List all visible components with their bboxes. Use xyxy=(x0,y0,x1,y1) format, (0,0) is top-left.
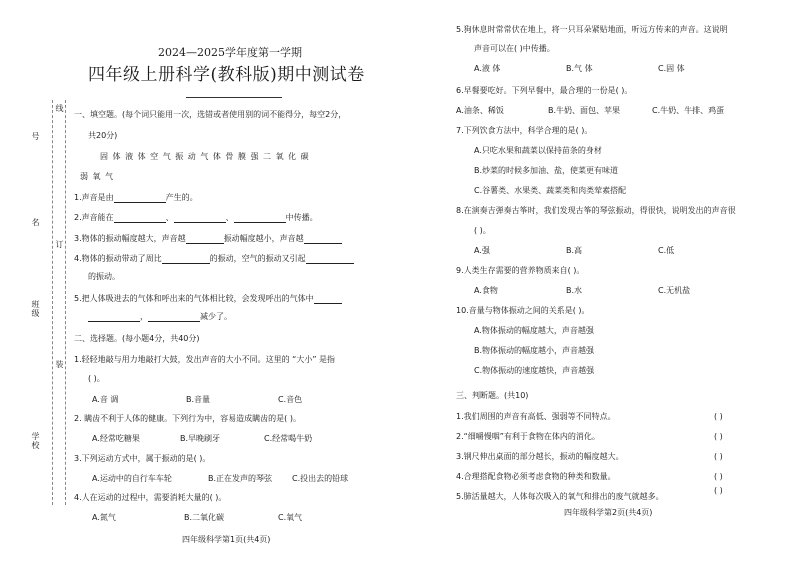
binding-mark-line: 线 xyxy=(55,104,64,113)
judge-q3: 3.钢尺伸出桌面的部分越长，振动的幅度越大。 xyxy=(456,452,624,461)
choice-q1: 1.轻轻地敲与用力地敲打大鼓，发出声音的大小不同。这里的 “大小” 是指 xyxy=(74,355,336,364)
binding-label-school: 学校 xyxy=(31,432,40,450)
choice-q4: 4.人在运动的过程中，需要消耗大量的( )。 xyxy=(74,493,227,502)
judge-q1: 1.我们周围的声音有高低、强弱等不同特点。 xyxy=(456,412,616,421)
choice-q5-option-c: C.固 体 xyxy=(658,64,685,73)
choice-q8: 8.在演奏吉弹奏古筝时，我们发现古筝的琴弦振动，得很快，说明发出的声音很 xyxy=(456,206,736,215)
binding-mark-zhuang: 装 xyxy=(55,360,64,369)
choice-q9: 9.人类生存需要的营养物质来自( )。 xyxy=(456,266,585,275)
judge-q5-answer[interactable]: ( ) xyxy=(714,486,723,495)
choice-q5: 5.狗休息时常常伏在地上，将一只耳朵紧贴地面，听远方传来的声音。这说明 xyxy=(456,25,728,34)
title-underline xyxy=(186,97,282,98)
page1-footer: 四年级科学第1页(共4页) xyxy=(182,535,271,544)
choice-q1-option-a: A.音 调 xyxy=(92,395,119,404)
choice-q6-option-c: C.牛奶、牛排、鸡蛋 xyxy=(652,106,725,115)
choice-q7-option-b: B.炒菜的时候多加油、盐，使菜更有味道 xyxy=(474,166,619,175)
choice-q2-option-c: C.经常喝牛奶 xyxy=(264,434,313,443)
judge-q1-answer[interactable]: ( ) xyxy=(714,412,723,421)
choice-q1-option-c: C.音色 xyxy=(278,395,303,404)
section3-title: 三、判断题。(共10) xyxy=(456,391,529,400)
section1-title-cont: 共20分) xyxy=(88,131,118,140)
choice-q2-option-b: B.早晚刷牙 xyxy=(180,434,221,443)
choice-q7-option-c: C.谷薯类、水果类、蔬菜类和肉类荤素搭配 xyxy=(474,186,627,195)
choice-q10-option-b: B.物体振动的幅度越小，声音越强 xyxy=(474,346,595,355)
choice-q4-option-c: C.氧气 xyxy=(278,513,303,522)
fill-q5-cont: ， 减少了。 xyxy=(88,312,232,322)
binding-line-outer xyxy=(52,100,53,505)
choice-q10-option-c: C.物体振动的速度越快，声音越强 xyxy=(474,366,595,375)
choice-q8-option-c: C.低 xyxy=(658,246,675,255)
fill-q5: 5.把人体吸进去的气体和呼出来的气体相比较，会发现呼出的气体中 xyxy=(74,294,342,304)
choice-q5-option-a: A.液 体 xyxy=(474,64,501,73)
fill-q1: 1.声音是由 产生的。 xyxy=(74,193,198,202)
choice-q1-paren: ( )。 xyxy=(88,374,105,383)
choice-q6-option-b: B.牛奶、面包、苹果 xyxy=(548,106,621,115)
choice-q7: 7.下列饮食方法中，科学合理的是( )。 xyxy=(456,126,593,135)
judge-q2-answer[interactable]: ( ) xyxy=(714,432,723,441)
choice-q6-option-a: A.油条、稀饭 xyxy=(456,106,504,115)
section1-title: 一、填空题。(每个词只能用一次，选错或者使用别的词不能得分，每空2分， xyxy=(74,110,347,119)
choice-q9-option-a: A.食物 xyxy=(474,286,498,295)
binding-mark-ding: 订 xyxy=(55,240,64,249)
choice-q8-cont: ( )。 xyxy=(474,226,491,235)
choice-q3-option-c: C.投出去的铅球 xyxy=(292,474,349,483)
choice-q5-cont: 声音可以在( )中传播。 xyxy=(474,44,555,53)
page2-footer: 四年级科学第2页(共4页) xyxy=(564,508,653,517)
choice-q4-option-b: B.二氧化碳 xyxy=(184,513,225,522)
choice-q3: 3.下列运动方式中，属于振动的是( )。 xyxy=(74,454,211,463)
choice-q2: 2. 瞒齿不利于人体的健康。下列行为中，容易造成瞒齿的是( )。 xyxy=(74,414,301,423)
judge-q3-answer[interactable]: ( ) xyxy=(714,452,723,461)
word-bank: 固 体 液 体 空 气 振 动 气 体 骨 膜 强 二 氧 化 碳 xyxy=(100,152,310,161)
fill-q4: 4.物体的振动带动了周比 的振动，空气的振动又引起 xyxy=(74,254,354,264)
choice-q2-option-a: A.经常吃糖果 xyxy=(92,434,140,443)
choice-q4-option-a: A.氮气 xyxy=(92,513,116,522)
judge-q5: 5.肺活量越大，人体每次吸入的氧气和排出的废气就越多。 xyxy=(456,492,664,501)
choice-q1-option-b: B.音量 xyxy=(186,395,211,404)
choice-q10-option-a: A.物体振动的幅度越大，声音越强 xyxy=(474,326,594,335)
choice-q9-option-b: B.水 xyxy=(566,286,583,295)
judge-q4-answer[interactable]: ( ) xyxy=(714,472,723,481)
fill-q2: 2.声音能在 、 、 中传播。 xyxy=(74,213,318,222)
fill-q4-cont: 的振动。 xyxy=(88,272,120,281)
exam-title: 四年级上册科学(教科版)期中测试卷 xyxy=(88,65,365,85)
word-bank-cont: 弱 氧 气 xyxy=(80,172,115,181)
choice-q9-option-c: C.无机盐 xyxy=(658,286,691,295)
binding-label-name: 名 xyxy=(31,218,40,227)
choice-q10: 10.音量与物体振动之间的关系是( )。 xyxy=(456,306,590,315)
choice-q5-option-b: B.气 体 xyxy=(566,64,593,73)
choice-q8-option-a: A.强 xyxy=(474,246,490,255)
choice-q8-option-b: B.高 xyxy=(566,246,583,255)
school-year: 2024—2025学年度第一学期 xyxy=(158,46,302,59)
choice-q3-option-a: A.运动中的自行车车轮 xyxy=(92,474,172,483)
choice-q3-option-b: B.正在发声的琴弦 xyxy=(208,474,273,483)
binding-line-inner xyxy=(65,100,66,505)
choice-q7-option-a: A.只吃水果和蔬菜以保持苗条的身材 xyxy=(474,146,602,155)
choice-q6: 6.早餐要吃好。下列早餐中，最合理的一份是( )。 xyxy=(456,86,633,95)
judge-q4: 4.合理搭配食物必须考虑食物的种类和数量。 xyxy=(456,472,616,481)
section2-title: 二、选择题。(每小题4分，共40分) xyxy=(74,334,200,343)
fill-q3: 3.物体的振动幅度越大，声音越 振动幅度越小，声音越 xyxy=(74,234,342,244)
judge-q2: 2.“细嚼慢咽”有利于食物在体内的消化。 xyxy=(456,432,600,441)
binding-label-class: 班级 xyxy=(31,300,40,318)
binding-label-number: 号 xyxy=(31,132,40,141)
